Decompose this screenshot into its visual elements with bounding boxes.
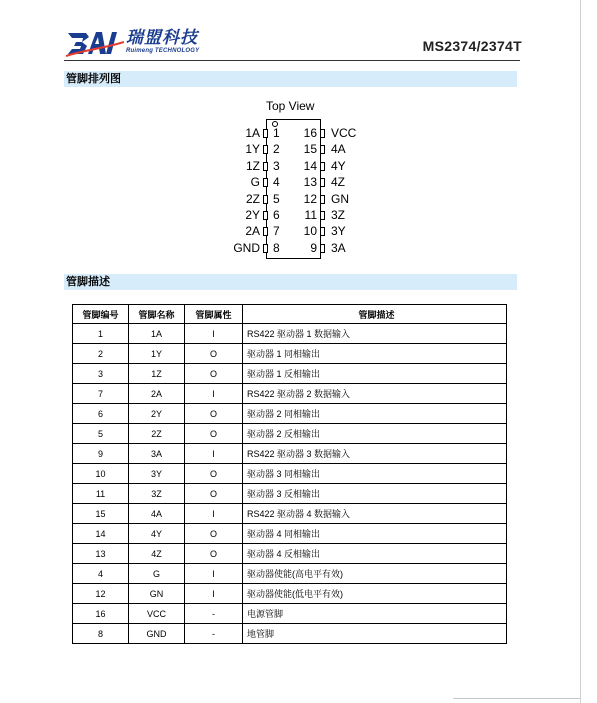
cell-pin-description: RS422 驱动器 2 数据输入: [243, 384, 507, 404]
pin-number-right: 9: [310, 240, 317, 255]
pin-number-left: 7: [273, 224, 280, 239]
pin-label-left: 1Y: [245, 142, 260, 157]
pin-lead-right: [320, 211, 325, 220]
cell-pin-attribute: I: [185, 444, 243, 464]
pin-number-right: 11: [304, 208, 317, 222]
pin-lead-right: [320, 178, 325, 187]
table-row: [73, 524, 507, 544]
cell-pin-description: 驱动器 1 同相输出: [243, 344, 507, 364]
section-title-description: 管脚描述: [66, 276, 110, 288]
cell-pin-description: 地管脚: [243, 624, 507, 644]
pin-number-right: 10: [303, 224, 317, 239]
cell-pin-attribute: O: [185, 344, 243, 364]
table-row: [73, 344, 507, 364]
section-title-pinout: 管脚排列图: [66, 73, 121, 85]
pin-number-left: 6: [273, 208, 280, 222]
cell-pin-number: 4: [73, 564, 129, 584]
header-pin-description: 管脚描述: [243, 305, 507, 324]
cell-pin-number: 5: [73, 424, 129, 444]
pin-number-left: 1: [273, 126, 280, 140]
document-part-number: MS2374/2374T: [422, 38, 522, 54]
cell-pin-number: 12: [73, 584, 129, 604]
header-pin-name: 管脚名称: [129, 305, 185, 324]
cell-pin-attribute: O: [185, 544, 243, 564]
cell-pin-description: 驱动器使能(高电平有效): [243, 564, 507, 584]
pin-number-left: 4: [273, 175, 280, 190]
section-bar-pinout: [64, 71, 517, 87]
header-pin-attribute: 管脚属性: [185, 305, 243, 324]
pin-number-left: 2: [273, 142, 280, 157]
pin-label-right: 4Y: [331, 158, 346, 173]
pin-lead-right: [320, 244, 325, 253]
table-row: [73, 564, 507, 584]
cell-pin-number: 15: [73, 504, 129, 524]
header-pin-number: 管脚编号: [73, 305, 129, 324]
table-row: [73, 584, 507, 604]
cell-pin-number: 10: [73, 464, 129, 484]
pin-label-right: 3Y: [331, 224, 346, 239]
cell-pin-attribute: O: [185, 424, 243, 444]
cell-pin-attribute: O: [185, 524, 243, 544]
pin-label-left: 1Z: [245, 158, 260, 173]
pin-number-right: 15: [303, 142, 317, 157]
cell-pin-description: 驱动器 2 反相输出: [243, 424, 507, 444]
table-row: [73, 544, 507, 564]
cell-pin-description: 驱动器 2 同相输出: [243, 404, 507, 424]
cell-pin-number: 2: [73, 344, 129, 364]
cell-pin-name: GND: [129, 624, 185, 644]
cell-pin-name: 4A: [129, 504, 185, 524]
cell-pin-description: 驱动器使能(低电平有效): [243, 584, 507, 604]
pin-number-right: 14: [303, 158, 317, 173]
cell-pin-name: 2Y: [129, 404, 185, 424]
pin-lead-left: [263, 178, 268, 187]
cell-pin-attribute: O: [185, 404, 243, 424]
pin-label-left: G: [250, 175, 260, 190]
cell-pin-description: RS422 驱动器 4 数据输入: [243, 504, 507, 524]
cell-pin-attribute: I: [185, 324, 243, 344]
cell-pin-attribute: O: [185, 484, 243, 504]
pin-lead-left: [263, 244, 268, 253]
cell-pin-number: 3: [73, 364, 129, 384]
pin-lead-right: [320, 129, 325, 138]
cell-pin-attribute: O: [185, 364, 243, 384]
company-logo: [66, 28, 199, 58]
pin-label-right: 4A: [331, 142, 346, 157]
table-row: [73, 624, 507, 644]
pin-lead-right: [320, 195, 325, 204]
pin-lead-left: [263, 211, 268, 220]
table-header-row: [73, 305, 507, 324]
pin-number-left: 5: [273, 191, 280, 206]
cell-pin-name: 4Z: [129, 544, 185, 564]
cell-pin-attribute: -: [185, 624, 243, 644]
table-body: [73, 324, 507, 644]
cell-pin-attribute: I: [185, 504, 243, 524]
pin-label-right: 3Z: [331, 208, 346, 222]
cell-pin-name: 4Y: [129, 524, 185, 544]
cell-pin-description: 电源管脚: [243, 604, 507, 624]
page-edge-bottom: [453, 698, 580, 699]
top-view-label: Top View: [266, 99, 315, 113]
pin-lead-left: [263, 227, 268, 236]
pin-label-left: 2Z: [245, 191, 260, 206]
pin-label-right: 3A: [331, 240, 346, 255]
cell-pin-number: 14: [73, 524, 129, 544]
pin-lead-left: [263, 145, 268, 154]
table-row: [73, 484, 507, 504]
table-row: [73, 404, 507, 424]
pin-label-left: 2Y: [245, 208, 260, 222]
cell-pin-name: 3Z: [129, 484, 185, 504]
pin-number-right: 12: [303, 191, 317, 206]
cell-pin-description: 驱动器 3 反相输出: [243, 484, 507, 504]
pin-lead-left: [263, 129, 268, 138]
cell-pin-number: 8: [73, 624, 129, 644]
cell-pin-number: 7: [73, 384, 129, 404]
cell-pin-number: 11: [73, 484, 129, 504]
cell-pin-number: 1: [73, 324, 129, 344]
cell-pin-attribute: I: [185, 584, 243, 604]
cell-pin-name: 1Z: [129, 364, 185, 384]
pin-label-right: VCC: [331, 126, 357, 140]
table-row: [73, 424, 507, 444]
cell-pin-number: 13: [73, 544, 129, 564]
cell-pin-name: 2Z: [129, 424, 185, 444]
table-row: [73, 444, 507, 464]
table-row: [73, 364, 507, 384]
cell-pin-name: G: [129, 564, 185, 584]
cell-pin-description: RS422 驱动器 1 数据输入: [243, 324, 507, 344]
cell-pin-name: 1A: [129, 324, 185, 344]
cell-pin-number: 16: [73, 604, 129, 624]
cell-pin-name: GN: [129, 584, 185, 604]
table-row: [73, 324, 507, 344]
cell-pin-name: 2A: [129, 384, 185, 404]
pin-number-right: 16: [303, 126, 317, 140]
pin-description-table: [72, 304, 507, 644]
table-row: [73, 384, 507, 404]
cell-pin-name: 1Y: [129, 344, 185, 364]
pin-label-left: 1A: [245, 126, 260, 140]
pin-number-left: 8: [273, 240, 280, 255]
cell-pin-description: 驱动器 3 同相输出: [243, 464, 507, 484]
pin-lead-left: [263, 162, 268, 171]
cell-pin-description: 驱动器 1 反相输出: [243, 364, 507, 384]
table-row: [73, 464, 507, 484]
pin-lead-right: [320, 227, 325, 236]
cell-pin-number: 6: [73, 404, 129, 424]
pin-label-left: GND: [233, 240, 260, 255]
cell-pin-description: RS422 驱动器 3 数据输入: [243, 444, 507, 464]
cell-pin-name: VCC: [129, 604, 185, 624]
pin-number-right: 13: [303, 175, 317, 190]
pin-label-left: 2A: [245, 224, 260, 239]
cell-pin-name: 3Y: [129, 464, 185, 484]
logo-mark-icon: [66, 28, 124, 58]
header-divider: [64, 60, 520, 61]
logo-chinese-name: 瑞盟科技: [126, 28, 198, 48]
cell-pin-name: 3A: [129, 444, 185, 464]
pin-label-right: 4Z: [331, 175, 346, 190]
pin-lead-right: [320, 162, 325, 171]
cell-pin-number: 9: [73, 444, 129, 464]
section-bar-description: [64, 274, 517, 290]
pin-number-left: 3: [273, 158, 280, 173]
cell-pin-attribute: -: [185, 604, 243, 624]
logo-english-name: Ruimeng TECHNOLOGY: [126, 48, 200, 54]
cell-pin-attribute: I: [185, 384, 243, 404]
cell-pin-description: 驱动器 4 同相输出: [243, 524, 507, 544]
pin-label-right: GN: [331, 191, 349, 206]
table-row: [73, 604, 507, 624]
cell-pin-description: 驱动器 4 反相输出: [243, 544, 507, 564]
table-row: [73, 504, 507, 524]
cell-pin-attribute: O: [185, 464, 243, 484]
pin-lead-right: [320, 145, 325, 154]
pin-lead-left: [263, 195, 268, 204]
cell-pin-attribute: I: [185, 564, 243, 584]
page-edge-right: [580, 0, 581, 703]
